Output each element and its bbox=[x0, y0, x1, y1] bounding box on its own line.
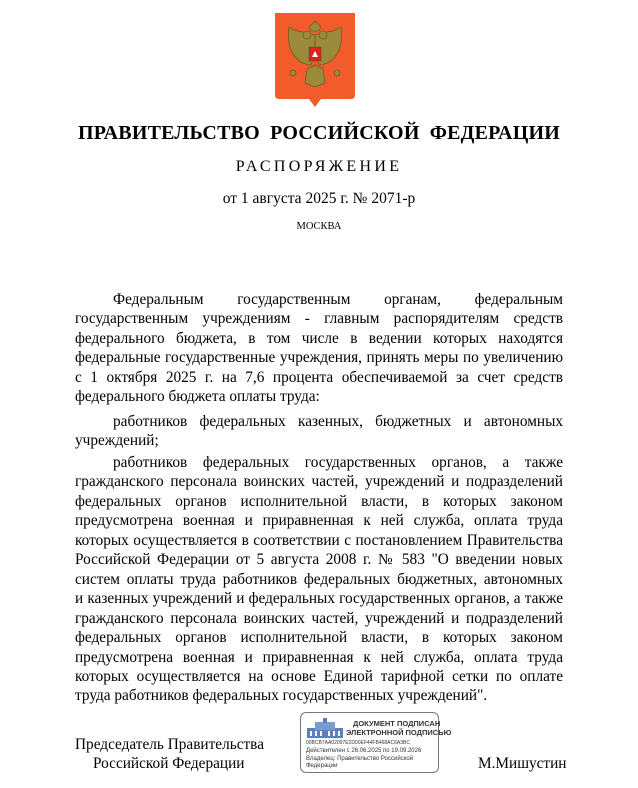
paragraph-1-line: с 1 октября 2025 г. на 7,6 процента обеспечиваемой за счет средств bbox=[75, 368, 563, 386]
paragraph-3-line: и казенных учреждений и федеральных государственных органов, а также bbox=[75, 590, 563, 608]
stamp-validity: Действителен с 26.06.2025 по 19.09.2026 bbox=[306, 748, 422, 754]
paragraph-2-line: учреждений; bbox=[75, 432, 159, 450]
signatory-position-line2: Российской Федерации bbox=[93, 755, 245, 772]
paragraph-3-line: которых осуществляется в соответствии с постановлением Правительства bbox=[75, 531, 563, 549]
paragraph-1-line: федеральные государственные учреждения, принять меры по увеличению bbox=[75, 349, 563, 367]
date-and-number: от 1 августа 2025 г. № 2071-р bbox=[222, 190, 416, 207]
paragraph-3-line: гражданского персонала воинских частей, учреждений и подразделений bbox=[75, 473, 563, 491]
stamp-title-line1: ДОКУМЕНТ ПОДПИСАН bbox=[353, 719, 441, 728]
coat-of-arms-icon bbox=[275, 13, 355, 107]
document-type: РАСПОРЯЖЕНИЕ bbox=[235, 158, 403, 175]
signatory-name: М.Мишустин bbox=[478, 755, 567, 772]
government-building-icon bbox=[307, 718, 343, 738]
signatory-position-line1: Председатель Правительства bbox=[75, 736, 264, 753]
paragraph-3-line: труда работников федеральных государственных учреждений". bbox=[75, 687, 488, 705]
paragraph-1-line: Федеральным государственным органам, федеральным bbox=[113, 291, 563, 308]
paragraph-3-line: работников федеральных государственных органов, а также bbox=[113, 454, 563, 471]
paragraph-3-line: предусмотрена военная и приравненная к ней служба, оплата труда bbox=[75, 648, 563, 666]
paragraph-3-line: систем оплаты труда работников федеральных бюджетных, автономных bbox=[75, 570, 563, 588]
paragraph-1-line: федерального бюджета, в том числе в ведении которых находятся bbox=[75, 329, 563, 347]
paragraph-3-line: федеральных органов исполнительной власти, в которых законом bbox=[75, 492, 563, 510]
page-title: ПРАВИТЕЛЬСТВО РОССИЙСКОЙ ФЕДЕРАЦИИ bbox=[78, 122, 560, 144]
paragraph-3-line: федеральных органов исполнительной власти, в которых законом bbox=[75, 629, 563, 647]
paragraph-3-line: предусмотрена военная и приравненная к ней служба, оплата труда bbox=[75, 512, 563, 530]
city: МОСКВА bbox=[296, 221, 342, 232]
electronic-signature-stamp bbox=[300, 712, 452, 773]
stamp-serial: 00BCB7AA02097E2D00EF44FB468AC6A3BC bbox=[306, 740, 410, 746]
paragraph-1-line: федерального бюджета оплаты труда: bbox=[75, 388, 320, 406]
paragraph-3-line: гражданского персонала воинских частей, учреждений и подразделений bbox=[75, 609, 563, 627]
paragraph-2-line: работников федеральных казенных, бюджетных и автономных bbox=[113, 413, 563, 430]
paragraph-1-line: государственным учреждениям - главным распорядителям средств bbox=[75, 310, 563, 328]
stamp-title-line2: ЭЛЕКТРОННОЙ ПОДПИСЬЮ bbox=[346, 728, 452, 737]
paragraph-3-line: которых осуществляется на основе Единой тарифной сетки по оплате bbox=[75, 667, 563, 685]
stamp-owner-line2: Федерации bbox=[306, 763, 338, 769]
paragraph-3-line: Российской Федерации от 5 августа 2008 г. № 583 "О введении новых bbox=[75, 551, 563, 569]
stamp-owner: Владелец: Правительство Российской bbox=[306, 756, 414, 762]
